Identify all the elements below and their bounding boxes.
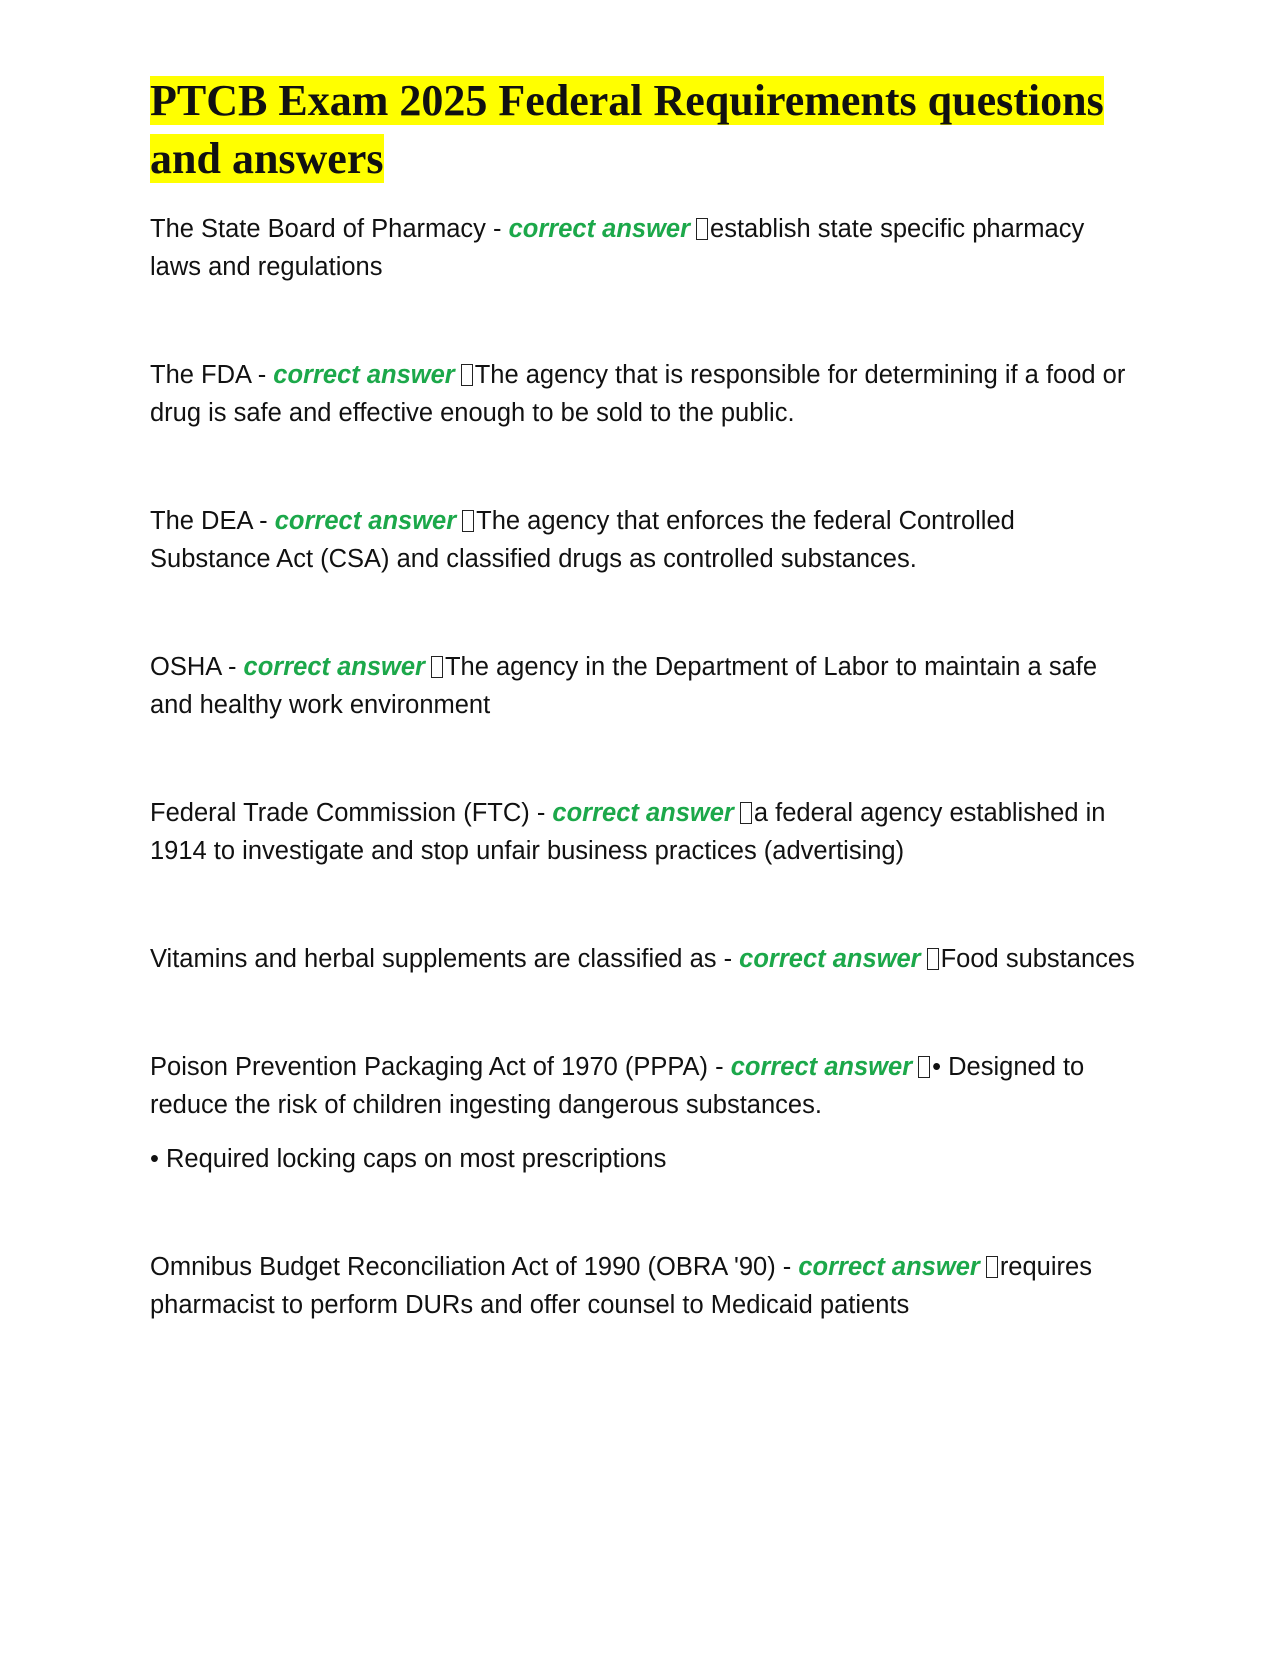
qa-paragraph: [150, 356, 1135, 432]
answer-text: a federal agency established in 1914 to investigate and stop unfair business practices (advertising): [150, 799, 1106, 865]
missing-glyph-box-icon: [431, 656, 443, 678]
answer-text: establish state specific pharmacy laws and regulations: [150, 215, 1085, 281]
correct-answer-label: correct answer: [552, 799, 734, 827]
qa-paragraph: [150, 210, 1135, 286]
missing-glyph-box-icon: [740, 802, 752, 824]
qa-item: [150, 940, 1135, 978]
question-text: The DEA -: [150, 507, 275, 535]
question-text: OSHA -: [150, 653, 244, 681]
answer-text: The agency in the Department of Labor to maintain a safe and healthy work environment: [150, 653, 1098, 719]
qa-paragraph: [150, 502, 1135, 578]
qa-item: [150, 794, 1135, 870]
answer-text: Food substances: [940, 945, 1135, 973]
answer-text: The agency that enforces the federal Controlled Substance Act (CSA) and classified drugs as controlled substances.: [150, 507, 1015, 573]
question-text: Omnibus Budget Reconciliation Act of 1990 (OBRA '90) -: [150, 1253, 799, 1281]
correct-answer-label: correct answer: [798, 1253, 980, 1281]
answer-text: requires pharmacist to perform DURs and offer counsel to Medicaid patients: [150, 1253, 1092, 1319]
document-page: [150, 72, 1135, 1394]
question-text: Federal Trade Commission (FTC) -: [150, 799, 553, 827]
question-text: The FDA -: [150, 361, 274, 389]
answer-text: The agency that is responsible for determining if a food or drug is safe and effective enough to be sold to the public.: [150, 361, 1126, 427]
qa-item: [150, 356, 1135, 432]
qa-paragraph: [150, 1048, 1135, 1124]
qa-paragraph: [150, 1248, 1135, 1324]
correct-answer-label: correct answer: [243, 653, 425, 681]
qa-paragraph: [150, 940, 1135, 978]
qa-paragraph: [150, 648, 1135, 724]
missing-glyph-box-icon: [918, 1056, 930, 1078]
missing-glyph-box-icon: [696, 218, 708, 240]
question-text: Poison Prevention Packaging Act of 1970 (PPPA) -: [150, 1053, 731, 1081]
missing-glyph-box-icon: [462, 510, 474, 532]
correct-answer-label: correct answer: [508, 215, 691, 243]
title-highlight: PTCB Exam 2025 Federal Requirements questions and answers: [150, 76, 1104, 183]
qa-paragraph: [150, 794, 1135, 870]
qa-item: [150, 210, 1135, 286]
missing-glyph-box-icon: [461, 364, 473, 386]
qa-item: [150, 502, 1135, 578]
document-title: [150, 72, 1135, 188]
question-text: Vitamins and herbal supplements are classified as -: [150, 945, 740, 973]
answer-text: • Designed to reduce the risk of children ingesting dangerous substances.: [150, 1053, 1085, 1119]
qa-item: [150, 1048, 1135, 1178]
correct-answer-label: correct answer: [739, 945, 921, 973]
missing-glyph-box-icon: [927, 948, 939, 970]
qa-item: [150, 648, 1135, 724]
qa-extra-line: • Required locking caps on most prescriptions: [150, 1145, 667, 1173]
correct-answer-label: correct answer: [273, 361, 455, 389]
correct-answer-label: correct answer: [730, 1053, 913, 1081]
correct-answer-label: correct answer: [274, 507, 457, 535]
question-text: The State Board of Pharmacy -: [150, 215, 509, 243]
missing-glyph-box-icon: [986, 1256, 998, 1278]
qa-item: [150, 1248, 1135, 1324]
